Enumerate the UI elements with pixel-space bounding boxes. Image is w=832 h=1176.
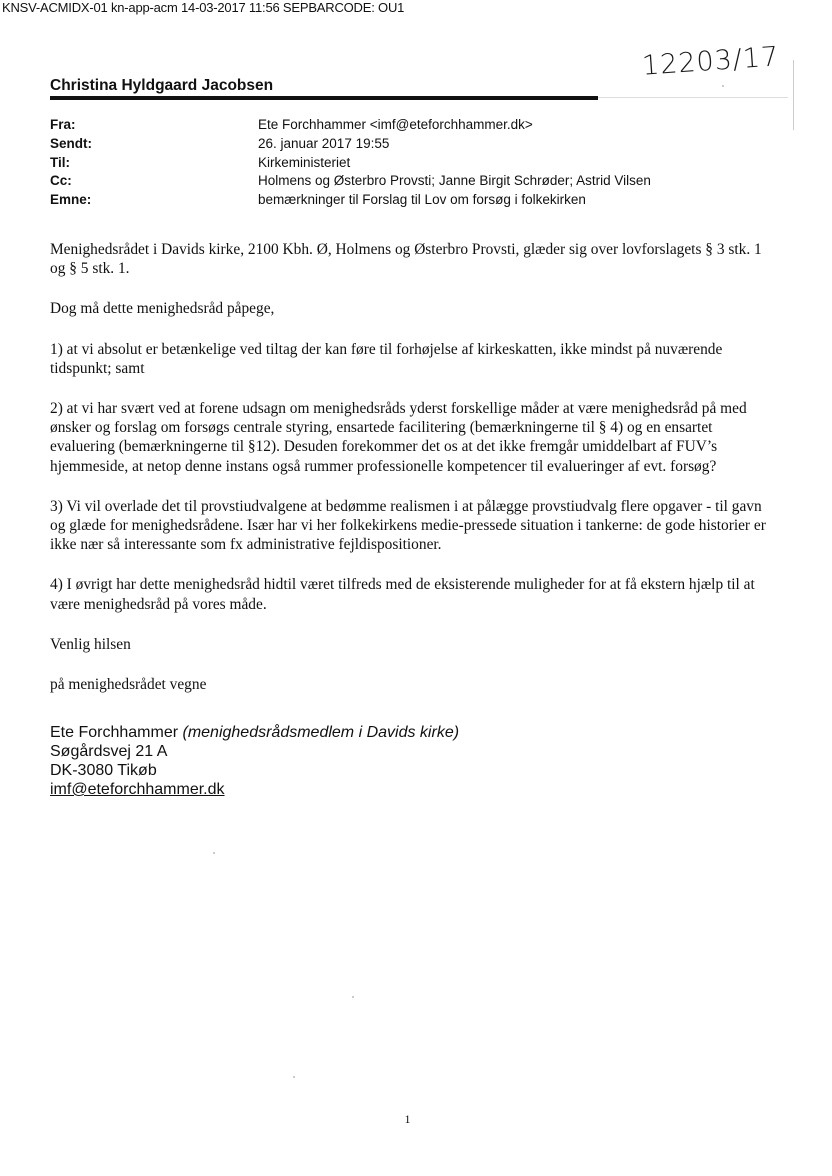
scan-speck (722, 85, 724, 87)
signature-block (50, 723, 459, 799)
meta-label: Cc: (50, 173, 72, 189)
meta-value: Holmens og Østerbro Provsti; Janne Birgit Schrøder; Astrid Vilsen (258, 173, 651, 189)
email-body (50, 240, 778, 715)
meta-value: Kirkeministeriet (258, 154, 351, 170)
meta-label: Til: (50, 154, 70, 170)
page-number: 1 (404, 1112, 411, 1126)
meta-row-from (50, 116, 770, 135)
signature-email-link[interactable]: imf@eteforchhammer.dk (50, 781, 225, 798)
scan-speck (213, 852, 215, 854)
email-meta (50, 116, 770, 210)
meta-row-to (50, 154, 770, 173)
meta-value: bemærkninger til Forslag til Lov om forsøg i folkekirken (258, 192, 586, 208)
scan-edge-line (793, 60, 794, 130)
scan-header: KNSV-ACMIDX-01 kn-app-acm 14-03-2017 11:56 SEPBARCODE: OU1 (2, 0, 405, 15)
body-paragraph-6: 4) I øvrigt har dette menighedsråd hidtil været tilfreds med de eksisterende muligheder for at få ekstern hjælp til at være menighedsråd på vores måde. (50, 576, 755, 613)
handwritten-case-number: 12203/17 (641, 41, 781, 82)
sender-name: Christina Hyldgaard Jacobsen (50, 77, 274, 94)
meta-row-cc (50, 172, 770, 191)
meta-value: 26. januar 2017 19:55 (258, 135, 390, 151)
meta-value: Ete Forchhammer <imf@eteforchhammer.dk> (258, 117, 533, 132)
signature-name-line (50, 723, 459, 742)
meta-row-subject (50, 191, 770, 210)
body-paragraph-5: 3) Vi vil overlade det til provstiudvalgene at bedømme realismen i at pålægge provstiudvalg flere opgaver - til gavn og glæde for menighedsrådene. Især har vi her folkekirkens medie-pressede situation i tankerne: de gode historier er ikke nær så interessante som fx administrative fejldispositioner. (50, 497, 766, 554)
signature-role: (menighedsrådsmedlem i Davids kirke) (182, 724, 460, 741)
body-paragraph-3: 1) at vi absolut er betænkelige ved tiltag der kan føre til forhøjelse af kirkeskatten, ikke mindst på nuværende tidspunkt; samt (50, 340, 723, 377)
signature-city: DK-3080 Tikøb (50, 762, 157, 779)
meta-row-sent (50, 135, 770, 154)
meta-label: Sendt: (50, 135, 92, 151)
header-rule (50, 96, 598, 100)
on-behalf: på menighedsrådet vegne (50, 676, 207, 694)
body-paragraph-1: Menighedsrådet i Davids kirke, 2100 Kbh. Ø, Holmens og Østerbro Provsti, glæder sig over lovforslagets § 3 stk. 1 og § 5 stk. 1. (50, 241, 762, 278)
scan-speck (293, 1076, 295, 1078)
body-paragraph-4: 2) at vi har svært ved at forene udsagn om menighedsråds yderst forskellige måder at være menighedsråd på med ønsker og forslag om forsøgs centrale styring, ensartede facilitering (bemærkningerne til § 4) og en ensartet evaluering (bemærkningerne til §12). Desuden forekommer det os at det ikke fremgår umiddelbart af FUV’s hjemmeside, at netop denne instans også rummer professionelle kompetencer til evalueringer af evt. forsøg? (50, 400, 747, 475)
signature-street: Søgårdsvej 21 A (50, 743, 168, 760)
header-rule-faint (598, 97, 788, 98)
signature-name: Ete Forchhammer (50, 724, 179, 741)
body-paragraph-2: Dog må dette menighedsråd påpege, (50, 300, 275, 318)
meta-label: Fra: (50, 117, 76, 132)
scan-speck (352, 996, 354, 998)
meta-label: Emne: (50, 192, 92, 208)
closing: Venlig hilsen (50, 635, 131, 653)
